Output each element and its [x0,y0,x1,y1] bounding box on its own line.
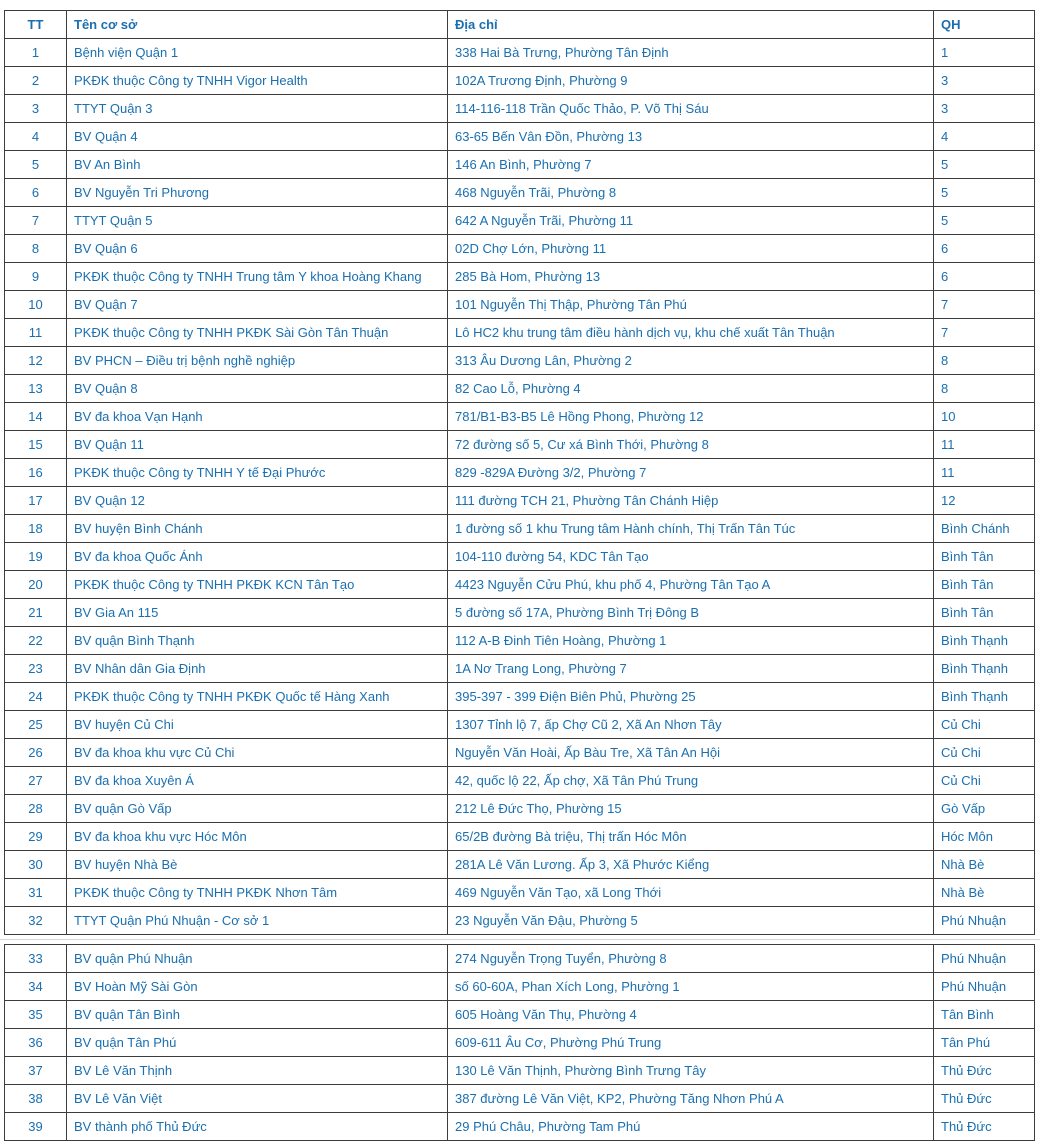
cell-address: 1 đường số 1 khu Trung tâm Hành chính, Thị Trấn Tân Túc [448,515,934,543]
cell-tt: 13 [5,375,67,403]
header-address: Địa chỉ [448,11,934,39]
table-row [5,235,1035,263]
cell-district: Thủ Đức [934,1085,1035,1113]
cell-address: 642 A Nguyễn Trãi, Phường 11 [448,207,934,235]
cell-facility-name: PKĐK thuộc Công ty TNHH PKĐK Nhơn Tâm [67,879,448,907]
cell-facility-name: PKĐK thuộc Công ty TNHH Y tế Đại Phước [67,459,448,487]
cell-tt: 26 [5,739,67,767]
cell-address: 112 A-B Đinh Tiên Hoàng, Phường 1 [448,627,934,655]
cell-district: Thủ Đức [934,1057,1035,1085]
cell-facility-name: BV đa khoa Quốc Ánh [67,543,448,571]
cell-tt: 19 [5,543,67,571]
cell-address: 146 An Bình, Phường 7 [448,151,934,179]
table-body-bottom [5,945,1035,1141]
table-row [5,1113,1035,1141]
cell-district: Bình Chánh [934,515,1035,543]
cell-tt: 20 [5,571,67,599]
cell-district: 7 [934,291,1035,319]
cell-district: Phú Nhuận [934,973,1035,1001]
table-row [5,599,1035,627]
cell-district: Gò Vấp [934,795,1035,823]
cell-facility-name: TTYT Quận Phú Nhuận - Cơ sở 1 [67,907,448,935]
cell-district: 3 [934,67,1035,95]
cell-district: Hóc Môn [934,823,1035,851]
cell-district: 3 [934,95,1035,123]
table-row [5,431,1035,459]
table-row [5,973,1035,1001]
cell-district: 7 [934,319,1035,347]
page-divider [0,939,1040,940]
table-row [5,655,1035,683]
cell-address: 102A Trương Định, Phường 9 [448,67,934,95]
cell-district: Nhà Bè [934,851,1035,879]
cell-district: 8 [934,347,1035,375]
cell-tt: 38 [5,1085,67,1113]
cell-district: Tân Bình [934,1001,1035,1029]
cell-tt: 4 [5,123,67,151]
cell-address: số 60-60A, Phan Xích Long, Phường 1 [448,973,934,1001]
cell-address: 281A Lê Văn Lương. Ấp 3, Xã Phước Kiểng [448,851,934,879]
cell-address: 72 đường số 5, Cư xá Bình Thới, Phường 8 [448,431,934,459]
cell-address: 4423 Nguyễn Cửu Phú, khu phố 4, Phường Tân Tạo A [448,571,934,599]
cell-tt: 31 [5,879,67,907]
cell-address: 468 Nguyễn Trãi, Phường 8 [448,179,934,207]
cell-tt: 2 [5,67,67,95]
cell-facility-name: BV PHCN – Điều trị bệnh nghề nghiệp [67,347,448,375]
cell-facility-name: PKĐK thuộc Công ty TNHH Trung tâm Y khoa Hoàng Khang [67,263,448,291]
cell-tt: 23 [5,655,67,683]
table-header-row [5,11,1035,39]
cell-address: 1A Nơ Trang Long, Phường 7 [448,655,934,683]
table-row [5,487,1035,515]
cell-district: Thủ Đức [934,1113,1035,1141]
cell-address: 829 -829A Đường 3/2, Phường 7 [448,459,934,487]
table-row [5,319,1035,347]
cell-tt: 30 [5,851,67,879]
cell-tt: 24 [5,683,67,711]
cell-tt: 9 [5,263,67,291]
cell-facility-name: BV Nguyễn Tri Phương [67,179,448,207]
cell-facility-name: BV Quận 11 [67,431,448,459]
cell-address: 338 Hai Bà Trưng, Phường Tân Định [448,39,934,67]
cell-facility-name: BV Quận 8 [67,375,448,403]
cell-facility-name: BV huyện Nhà Bè [67,851,448,879]
table-row [5,945,1035,973]
table-row [5,795,1035,823]
cell-tt: 39 [5,1113,67,1141]
cell-address: 42, quốc lộ 22, Ấp chợ, Xã Tân Phú Trung [448,767,934,795]
cell-facility-name: PKĐK thuộc Công ty TNHH PKĐK Quốc tế Hàng Xanh [67,683,448,711]
cell-facility-name: BV Lê Văn Thịnh [67,1057,448,1085]
cell-tt: 28 [5,795,67,823]
cell-district: Bình Thạnh [934,655,1035,683]
cell-address: 82 Cao Lỗ, Phường 4 [448,375,934,403]
cell-address: Nguyễn Văn Hoài, Ấp Bàu Tre, Xã Tân An Hội [448,739,934,767]
table-row [5,1029,1035,1057]
cell-tt: 17 [5,487,67,515]
cell-address: 5 đường số 17A, Phường Bình Trị Đông B [448,599,934,627]
table-row [5,823,1035,851]
cell-facility-name: BV huyện Củ Chi [67,711,448,739]
cell-district: 6 [934,263,1035,291]
cell-tt: 7 [5,207,67,235]
facility-table-bottom [4,944,1035,1141]
cell-facility-name: PKĐK thuộc Công ty TNHH PKĐK Sài Gòn Tân Thuận [67,319,448,347]
cell-address: 605 Hoàng Văn Thụ, Phường 4 [448,1001,934,1029]
cell-address: 65/2B đường Bà triệu, Thị trấn Hóc Môn [448,823,934,851]
cell-facility-name: BV quận Tân Bình [67,1001,448,1029]
cell-district: Nhà Bè [934,879,1035,907]
table-row [5,851,1035,879]
cell-address: 285 Bà Hom, Phường 13 [448,263,934,291]
cell-address: 29 Phú Châu, Phường Tam Phú [448,1113,934,1141]
cell-tt: 36 [5,1029,67,1057]
cell-facility-name: BV thành phố Thủ Đức [67,1113,448,1141]
cell-facility-name: BV Quận 6 [67,235,448,263]
table-row [5,375,1035,403]
cell-district: Bình Tân [934,599,1035,627]
table-row [5,67,1035,95]
cell-district: 5 [934,151,1035,179]
cell-tt: 8 [5,235,67,263]
table-body-top [5,39,1035,935]
table-row [5,151,1035,179]
cell-facility-name: PKĐK thuộc Công ty TNHH Vigor Health [67,67,448,95]
table-row [5,39,1035,67]
cell-district: Phú Nhuận [934,945,1035,973]
cell-tt: 16 [5,459,67,487]
table-row [5,627,1035,655]
cell-district: 11 [934,431,1035,459]
cell-district: Phú Nhuận [934,907,1035,935]
table-row [5,403,1035,431]
cell-district: 6 [934,235,1035,263]
cell-district: 1 [934,39,1035,67]
cell-tt: 22 [5,627,67,655]
table-row [5,459,1035,487]
cell-tt: 21 [5,599,67,627]
cell-district: 5 [934,207,1035,235]
cell-district: Củ Chi [934,739,1035,767]
cell-address: Lô HC2 khu trung tâm điều hành dịch vụ, khu chế xuất Tân Thuận [448,319,934,347]
cell-tt: 3 [5,95,67,123]
cell-district: 11 [934,459,1035,487]
cell-district: 4 [934,123,1035,151]
cell-facility-name: BV Quận 7 [67,291,448,319]
cell-facility-name: BV đa khoa khu vực Hóc Môn [67,823,448,851]
cell-facility-name: BV quận Phú Nhuận [67,945,448,973]
cell-tt: 14 [5,403,67,431]
cell-tt: 1 [5,39,67,67]
cell-tt: 15 [5,431,67,459]
table-row [5,179,1035,207]
table-row [5,543,1035,571]
cell-address: 609-611 Âu Cơ, Phường Phú Trung [448,1029,934,1057]
table-row [5,207,1035,235]
cell-facility-name: BV Hoàn Mỹ Sài Gòn [67,973,448,1001]
cell-district: Củ Chi [934,767,1035,795]
cell-district: 5 [934,179,1035,207]
cell-tt: 25 [5,711,67,739]
cell-address: 63-65 Bến Vân Đồn, Phường 13 [448,123,934,151]
cell-address: 130 Lê Văn Thịnh, Phường Bình Trưng Tây [448,1057,934,1085]
table-row [5,291,1035,319]
cell-facility-name: BV quận Bình Thạnh [67,627,448,655]
cell-tt: 35 [5,1001,67,1029]
cell-address: 387 đường Lê Văn Việt, KP2, Phường Tăng Nhơn Phú A [448,1085,934,1113]
header-tt: TT [5,11,67,39]
table-row [5,1001,1035,1029]
table-row [5,515,1035,543]
cell-address: 111 đường TCH 21, Phường Tân Chánh Hiệp [448,487,934,515]
cell-district: Tân Phú [934,1029,1035,1057]
cell-facility-name: BV đa khoa Vạn Hạnh [67,403,448,431]
cell-facility-name: BV huyện Bình Chánh [67,515,448,543]
cell-tt: 10 [5,291,67,319]
cell-facility-name: BV quận Gò Vấp [67,795,448,823]
cell-tt: 29 [5,823,67,851]
cell-facility-name: PKĐK thuộc Công ty TNHH PKĐK KCN Tân Tạo [67,571,448,599]
cell-facility-name: BV Quận 4 [67,123,448,151]
cell-address: 781/B1-B3-B5 Lê Hồng Phong, Phường 12 [448,403,934,431]
cell-district: 12 [934,487,1035,515]
cell-address: 395-397 - 399 Điện Biên Phủ, Phường 25 [448,683,934,711]
table-row [5,879,1035,907]
cell-tt: 32 [5,907,67,935]
cell-address: 101 Nguyễn Thị Thập, Phường Tân Phú [448,291,934,319]
cell-address: 104-110 đường 54, KDC Tân Tạo [448,543,934,571]
table-row [5,683,1035,711]
cell-tt: 5 [5,151,67,179]
cell-facility-name: BV Nhân dân Gia Định [67,655,448,683]
table-row [5,123,1035,151]
cell-facility-name: Bệnh viện Quận 1 [67,39,448,67]
table-row [5,347,1035,375]
cell-district: Bình Thạnh [934,683,1035,711]
cell-facility-name: TTYT Quận 5 [67,207,448,235]
table-row [5,263,1035,291]
cell-address: 469 Nguyễn Văn Tạo, xã Long Thới [448,879,934,907]
cell-district: Bình Tân [934,543,1035,571]
cell-address: 23 Nguyễn Văn Đậu, Phường 5 [448,907,934,935]
cell-tt: 11 [5,319,67,347]
table-row [5,767,1035,795]
cell-facility-name: BV Lê Văn Việt [67,1085,448,1113]
cell-tt: 6 [5,179,67,207]
cell-district: Bình Thạnh [934,627,1035,655]
cell-facility-name: TTYT Quận 3 [67,95,448,123]
cell-tt: 18 [5,515,67,543]
table-row [5,95,1035,123]
cell-address: 313 Âu Dương Lân, Phường 2 [448,347,934,375]
table-row [5,711,1035,739]
cell-tt: 34 [5,973,67,1001]
cell-address: 212 Lê Đức Thọ, Phường 15 [448,795,934,823]
cell-district: 8 [934,375,1035,403]
cell-address: 274 Nguyễn Trọng Tuyển, Phường 8 [448,945,934,973]
cell-tt: 37 [5,1057,67,1085]
cell-tt: 33 [5,945,67,973]
header-district: QH [934,11,1035,39]
cell-facility-name: BV đa khoa Xuyên Á [67,767,448,795]
header-facility-name: Tên cơ sở [67,11,448,39]
cell-address: 114-116-118 Trần Quốc Thảo, P. Võ Thị Sáu [448,95,934,123]
table-row [5,907,1035,935]
table-row [5,1085,1035,1113]
cell-district: Bình Tân [934,571,1035,599]
table-row [5,739,1035,767]
cell-facility-name: BV An Bình [67,151,448,179]
table-row [5,571,1035,599]
cell-facility-name: BV đa khoa khu vực Củ Chi [67,739,448,767]
cell-district: 10 [934,403,1035,431]
cell-district: Củ Chi [934,711,1035,739]
table-row [5,1057,1035,1085]
cell-tt: 12 [5,347,67,375]
facility-table-top [4,10,1035,935]
cell-address: 1307 Tỉnh lộ 7, ấp Chợ Cũ 2, Xã An Nhơn Tây [448,711,934,739]
cell-address: 02D Chợ Lớn, Phường 11 [448,235,934,263]
cell-facility-name: BV Quận 12 [67,487,448,515]
cell-facility-name: BV quận Tân Phú [67,1029,448,1057]
cell-tt: 27 [5,767,67,795]
cell-facility-name: BV Gia An 115 [67,599,448,627]
